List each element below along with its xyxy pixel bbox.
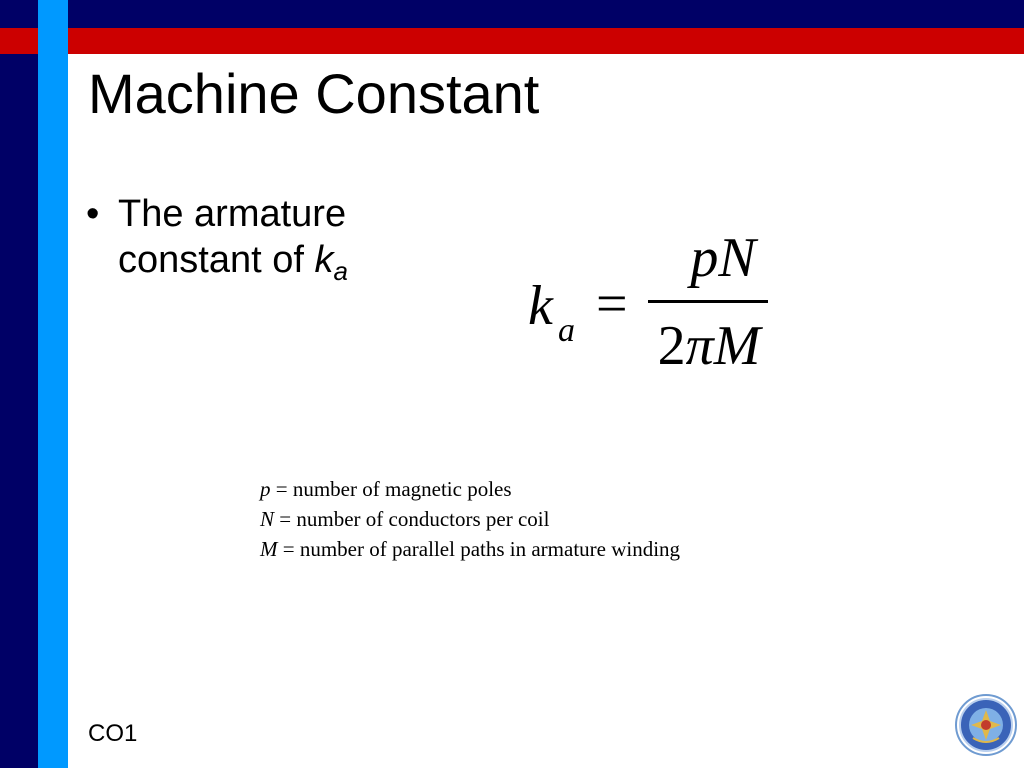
definition-variable: M — [260, 537, 278, 561]
top-red-bar — [0, 28, 1024, 54]
left-navy-bar — [0, 0, 38, 768]
top-navy-bar — [68, 0, 1024, 28]
equation-lhs-variable: k — [528, 275, 553, 337]
bullet-symbol-k: k — [314, 238, 334, 281]
equation-numerator: pN — [690, 227, 756, 289]
definition-text: = number of conductors per coil — [274, 507, 550, 531]
logo-caption — [958, 757, 1018, 765]
definition-row — [260, 534, 680, 564]
footer-label: CO1 — [88, 720, 138, 747]
slide-title: Machine Constant — [88, 62, 540, 125]
equation-lhs-subscript: a — [558, 312, 575, 349]
equation-denominator-variables: πM — [685, 315, 761, 377]
definition-text: = number of parallel paths in armature winding — [277, 537, 681, 561]
definition-variable: N — [260, 507, 275, 531]
bullet-symbol-subscript: a — [333, 255, 348, 286]
bullet-line-2 — [118, 238, 348, 284]
equation-fraction-bar — [648, 300, 768, 303]
definition-row — [260, 474, 680, 504]
bullet-dot-icon: • — [86, 193, 100, 235]
definition-variable: p — [260, 477, 271, 501]
variable-definitions — [260, 474, 680, 564]
definition-text: = number of magnetic poles — [270, 477, 512, 501]
university-seal-icon — [955, 694, 1017, 756]
equation-equals-sign: = — [596, 273, 628, 335]
equation-denominator — [644, 314, 774, 378]
armature-constant-equation — [528, 227, 788, 382]
left-blue-bar — [38, 0, 68, 768]
bullet-item — [86, 192, 348, 286]
equation-denominator-coefficient: 2 — [657, 315, 686, 377]
bullet-line-2-text: constant of — [118, 238, 315, 281]
definition-row — [260, 504, 680, 534]
bullet-line-1: The armature — [118, 193, 347, 235]
